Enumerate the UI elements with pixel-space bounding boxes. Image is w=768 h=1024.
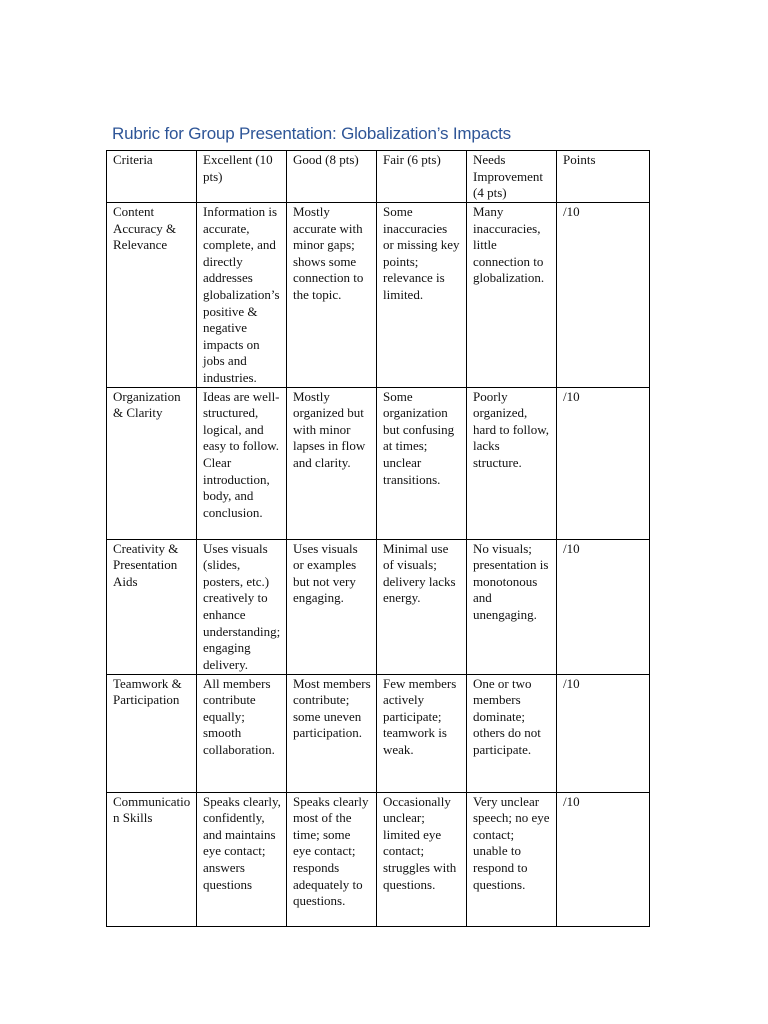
- cell-criteria: Organization & Clarity: [107, 387, 197, 539]
- cell-needs-improvement: One or two members dominate; others do not participate.: [467, 674, 557, 792]
- table-header-row: [107, 151, 650, 203]
- header-points: Points: [557, 151, 650, 203]
- cell-good: Most members contribute; some uneven participation.: [287, 674, 377, 792]
- cell-fair: Few members actively participate; teamwork is weak.: [377, 674, 467, 792]
- cell-needs-improvement: Many inaccuracies, little connection to globalization.: [467, 203, 557, 388]
- cell-good: Mostly organized but with minor lapses in flow and clarity.: [287, 387, 377, 539]
- cell-good: Speaks clearly most of the time; some eye contact; responds adequately to questions.: [287, 792, 377, 926]
- cell-points: /10: [557, 203, 650, 388]
- cell-points: /10: [557, 387, 650, 539]
- cell-points: /10: [557, 792, 650, 926]
- cell-fair: Some organization but confusing at times; unclear transitions.: [377, 387, 467, 539]
- table-row: [107, 539, 650, 674]
- rubric-table: [106, 150, 650, 927]
- cell-needs-improvement: No visuals; presentation is monotonous and unengaging.: [467, 539, 557, 674]
- cell-points: /10: [557, 539, 650, 674]
- cell-criteria: Creativity & Presentation Aids: [107, 539, 197, 674]
- cell-needs-improvement: Poorly organized, hard to follow, lacks structure.: [467, 387, 557, 539]
- cell-needs-improvement: Very unclear speech; no eye contact; unable to respond to questions.: [467, 792, 557, 926]
- table-row: [107, 674, 650, 792]
- table-row: [107, 387, 650, 539]
- cell-fair: Minimal use of visuals; delivery lacks energy.: [377, 539, 467, 674]
- header-criteria: Criteria: [107, 151, 197, 203]
- document-title: Rubric for Group Presentation: Globalization’s Impacts: [112, 124, 511, 143]
- cell-excellent: Ideas are well-structured, logical, and easy to follow. Clear introduction, body, and conclusion.: [197, 387, 287, 539]
- cell-excellent: All members contribute equally; smooth collaboration.: [197, 674, 287, 792]
- cell-excellent: Uses visuals (slides, posters, etc.) creatively to enhance understanding; engaging delivery.: [197, 539, 287, 674]
- cell-points: /10: [557, 674, 650, 792]
- cell-good: Mostly accurate with minor gaps; shows some connection to the topic.: [287, 203, 377, 388]
- table-row: [107, 792, 650, 926]
- cell-excellent: Information is accurate, complete, and directly addresses globalization’s positive & negative impacts on jobs and industries.: [197, 203, 287, 388]
- cell-fair: Occasionally unclear; limited eye contact; struggles with questions.: [377, 792, 467, 926]
- header-needs-improvement: Needs Improvement (4 pts): [467, 151, 557, 203]
- cell-excellent: Speaks clearly, confidently, and maintains eye contact; answers questions: [197, 792, 287, 926]
- cell-criteria: Teamwork & Participation: [107, 674, 197, 792]
- cell-fair: Some inaccuracies or missing key points; relevance is limited.: [377, 203, 467, 388]
- header-good: Good (8 pts): [287, 151, 377, 203]
- table-row: [107, 203, 650, 388]
- cell-criteria: Content Accuracy & Relevance: [107, 203, 197, 388]
- cell-good: Uses visuals or examples but not very engaging.: [287, 539, 377, 674]
- header-excellent: Excellent (10 pts): [197, 151, 287, 203]
- header-fair: Fair (6 pts): [377, 151, 467, 203]
- cell-criteria: Communication Skills: [107, 792, 197, 926]
